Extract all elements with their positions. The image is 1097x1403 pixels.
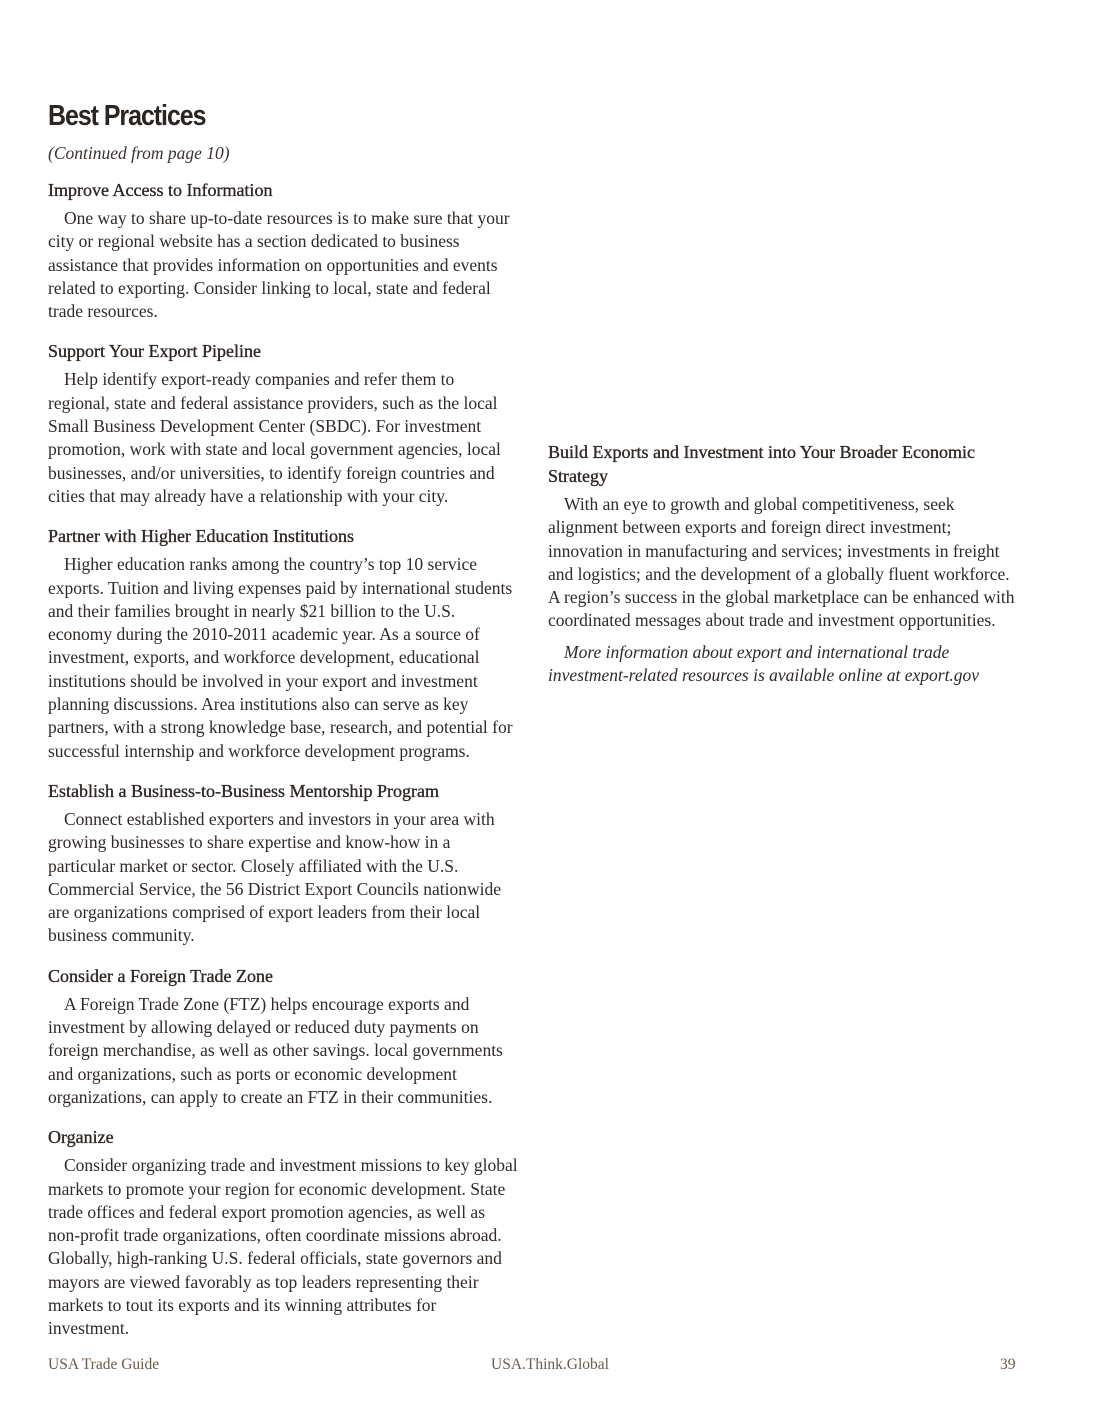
section-heading: Consider a Foreign Trade Zone — [48, 965, 273, 986]
section-improve-access — [48, 178, 518, 323]
more-info-note: More information about export and international trade investment-related resources is available online at export.gov — [548, 641, 980, 686]
section-organize — [48, 1125, 518, 1340]
footer-tagline: USA.Think.Global — [491, 1356, 609, 1373]
section-mentorship — [48, 779, 518, 948]
section-heading: Establish a Business-to-Business Mentorship Program — [48, 780, 439, 801]
section-body: One way to share up-to-date resources is to make sure that your city or regional website has a section dedicated to business assistance that provides information on opportunities and events related to exporting. Consider linking to local, state and federal trade resources. — [48, 208, 510, 322]
section-heading: Partner with Higher Education Institutions — [48, 526, 354, 547]
section-body: Help identify export-ready companies and refer them to regional, state and federal assistance providers, such as the local Small Business Development Center (SBDC). For investment promotion, work with state and local government agencies, local businesses, and/or universities, to identify foreign countries and cities that may already have a relationship with your city. — [48, 369, 501, 506]
section-heading: Improve Access to Information — [48, 180, 273, 200]
section-export-pipeline — [48, 339, 518, 508]
section-heading: Support Your Export Pipeline — [48, 341, 262, 362]
section-body: A Foreign Trade Zone (FTZ) helps encourage exports and investment by allowing delayed or reduced duty payments on foreign merchandise, as well as other savings. local governments and organizations, such as ports or economic development organizations, can apply to create an FTZ in their communities. — [48, 993, 503, 1107]
section-body: With an eye to growth and global competitiveness, seek alignment between exports and foreign direct investment; innovation in manufacturing and services; investments in freight and logistics; and the development of a globally fluent workforce. A region’s success in the global marketplace can be enhanced with coordinated messages about trade and investment opportunities. — [548, 494, 1015, 631]
page-number: 39 — [1000, 1356, 1016, 1373]
left-column — [48, 178, 518, 1357]
section-economic-strategy — [548, 440, 1018, 687]
right-column — [548, 440, 1018, 703]
page-title: Best Practices — [48, 100, 206, 132]
section-heading: Organize — [48, 1127, 114, 1148]
section-body: Higher education ranks among the country’s top 10 service exports. Tuition and living expenses paid by international students and their families brought in nearly $21 billion to the U.S. economy during the 2010-2011 academic year. As a source of investment, exports, and workforce development, educational institutions should be involved in your export and investment planning discussions. Area institutions also can serve as key partners, with a strong knowledge base, research, and potential for successful internship and workforce development programs. — [48, 554, 513, 761]
section-foreign-trade-zone — [48, 964, 518, 1109]
continued-note: (Continued from page 10) — [48, 143, 230, 163]
footer-publication: USA Trade Guide — [48, 1356, 160, 1373]
section-heading: Build Exports and Investment into Your Broader Economic Strategy — [548, 442, 975, 486]
section-higher-education — [48, 524, 518, 763]
section-body: Consider organizing trade and investment missions to key global markets to promote your region for economic development. State trade offices and federal export promotion agencies, as well as non-profit trade organizations, often coordinate missions abroad. Globally, high-ranking U.S. federal officials, state governors and mayors are viewed favorably as top leaders representing their markets to tout its exports and its winning attributes for investment. — [48, 1155, 518, 1339]
section-body: Connect established exporters and investors in your area with growing businesses to share expertise and know-how in a particular market or sector. Closely affiliated with the U.S. Commercial Service, the 56 District Export Councils nationwide are organizations comprised of export leaders from their local business community. — [48, 808, 501, 946]
